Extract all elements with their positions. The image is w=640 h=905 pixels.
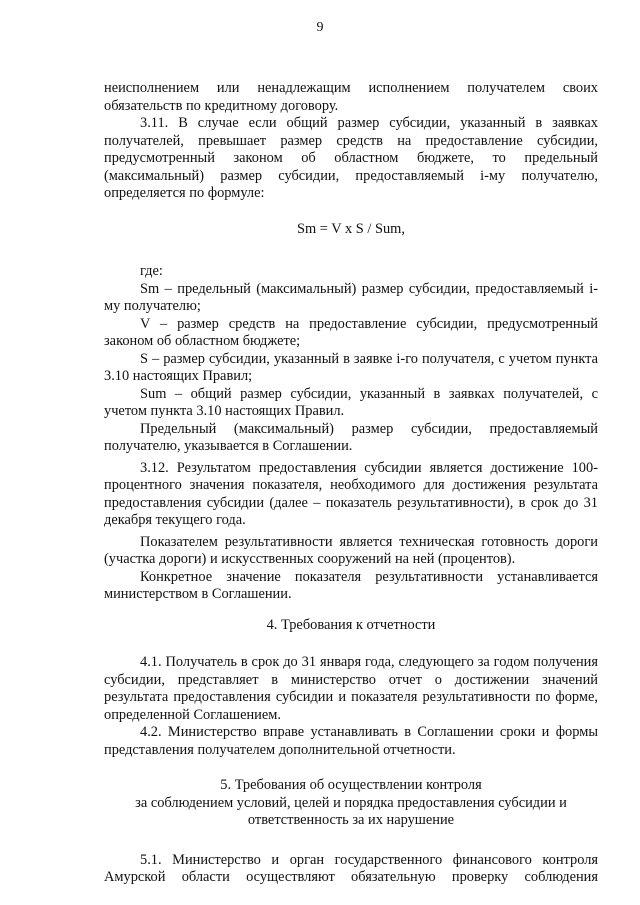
definition-sm: Sm – предельный (максимальный) размер субсидии, предоставляемый i-му получателю; — [104, 280, 598, 314]
section-5-heading — [104, 777, 598, 830]
paragraph-3-12: 3.12. Результатом предоставления субсидии является достижение 100-процентного значения показателя, необходимого для достижения результата предоставления субсидии (далее – показатель результативности), в срок до 31 декабря текущего года. — [104, 459, 598, 528]
definition-s: S – размер субсидии, указанный в заявке i-го получателя, с учетом пункта 3.10 настоящих Правил; — [104, 350, 598, 384]
paragraph-3-11: 3.11. В случае если общий размер субсидии, указанный в заявках получателей, превышает размер средств на предоставление субсидии, предусмотренный законом об областном бюджете, то предельный (максимальный) размер субсидии, предоставляемый i-му получателю, определяется по формуле: — [104, 115, 598, 201]
page-number: 9 — [316, 20, 324, 35]
formula: Sm = V x S / Sum, — [297, 220, 405, 237]
paragraph-indicator: Показателем результативности является техническая готовность дороги (участка дороги) и искусственных сооружений на ней (процентов). — [104, 533, 598, 567]
definition-sum: Sum – общий размер субсидии, указанный в заявках получателей, с учетом пункта 3.10 настоящих Правил. — [104, 385, 598, 419]
document-body — [104, 80, 598, 887]
paragraph-indicator-value: Конкретное значение показателя результативности устанавливается министерством в Соглашении. — [104, 568, 598, 602]
formula-where: где: — [140, 263, 163, 279]
paragraph-limit: Предельный (максимальный) размер субсидии, предоставляемый получателю, указывается в Соглашении. — [104, 420, 598, 454]
paragraph-4-1: 4.1. Получатель в срок до 31 января года, следующего за годом получения субсидии, представляет в министерство отчет о достижении значений результата предоставления субсидии и показателя результативности по форме, определенной Соглашением. — [104, 654, 598, 723]
paragraph-4-2: 4.2. Министерство вправе устанавливать в Соглашении сроки и формы представления получателем дополнительной отчетности. — [104, 724, 598, 758]
section-5-heading-line-3: ответственность за их нарушение — [247, 812, 455, 828]
section-5-heading-line-1: 5. Требования об осуществлении контроля — [220, 777, 482, 793]
definition-v: V – размер средств на предоставление субсидии, предусмотренный законом об областном бюджете; — [104, 315, 598, 349]
section-5-heading-line-2: за соблюдением условий, целей и порядка предоставления субсидии и — [135, 794, 567, 811]
paragraph-continuation: неисполнением или ненадлежащим исполнением получателем своих обязательств по кредитному договору. — [104, 80, 598, 114]
section-4-heading: 4. Требования к отчетности — [266, 616, 436, 633]
paragraph-5-1: 5.1. Министерство и орган государственного финансового контроля Амурской области осуществляют обязательную проверку соблюдения — [104, 851, 598, 885]
